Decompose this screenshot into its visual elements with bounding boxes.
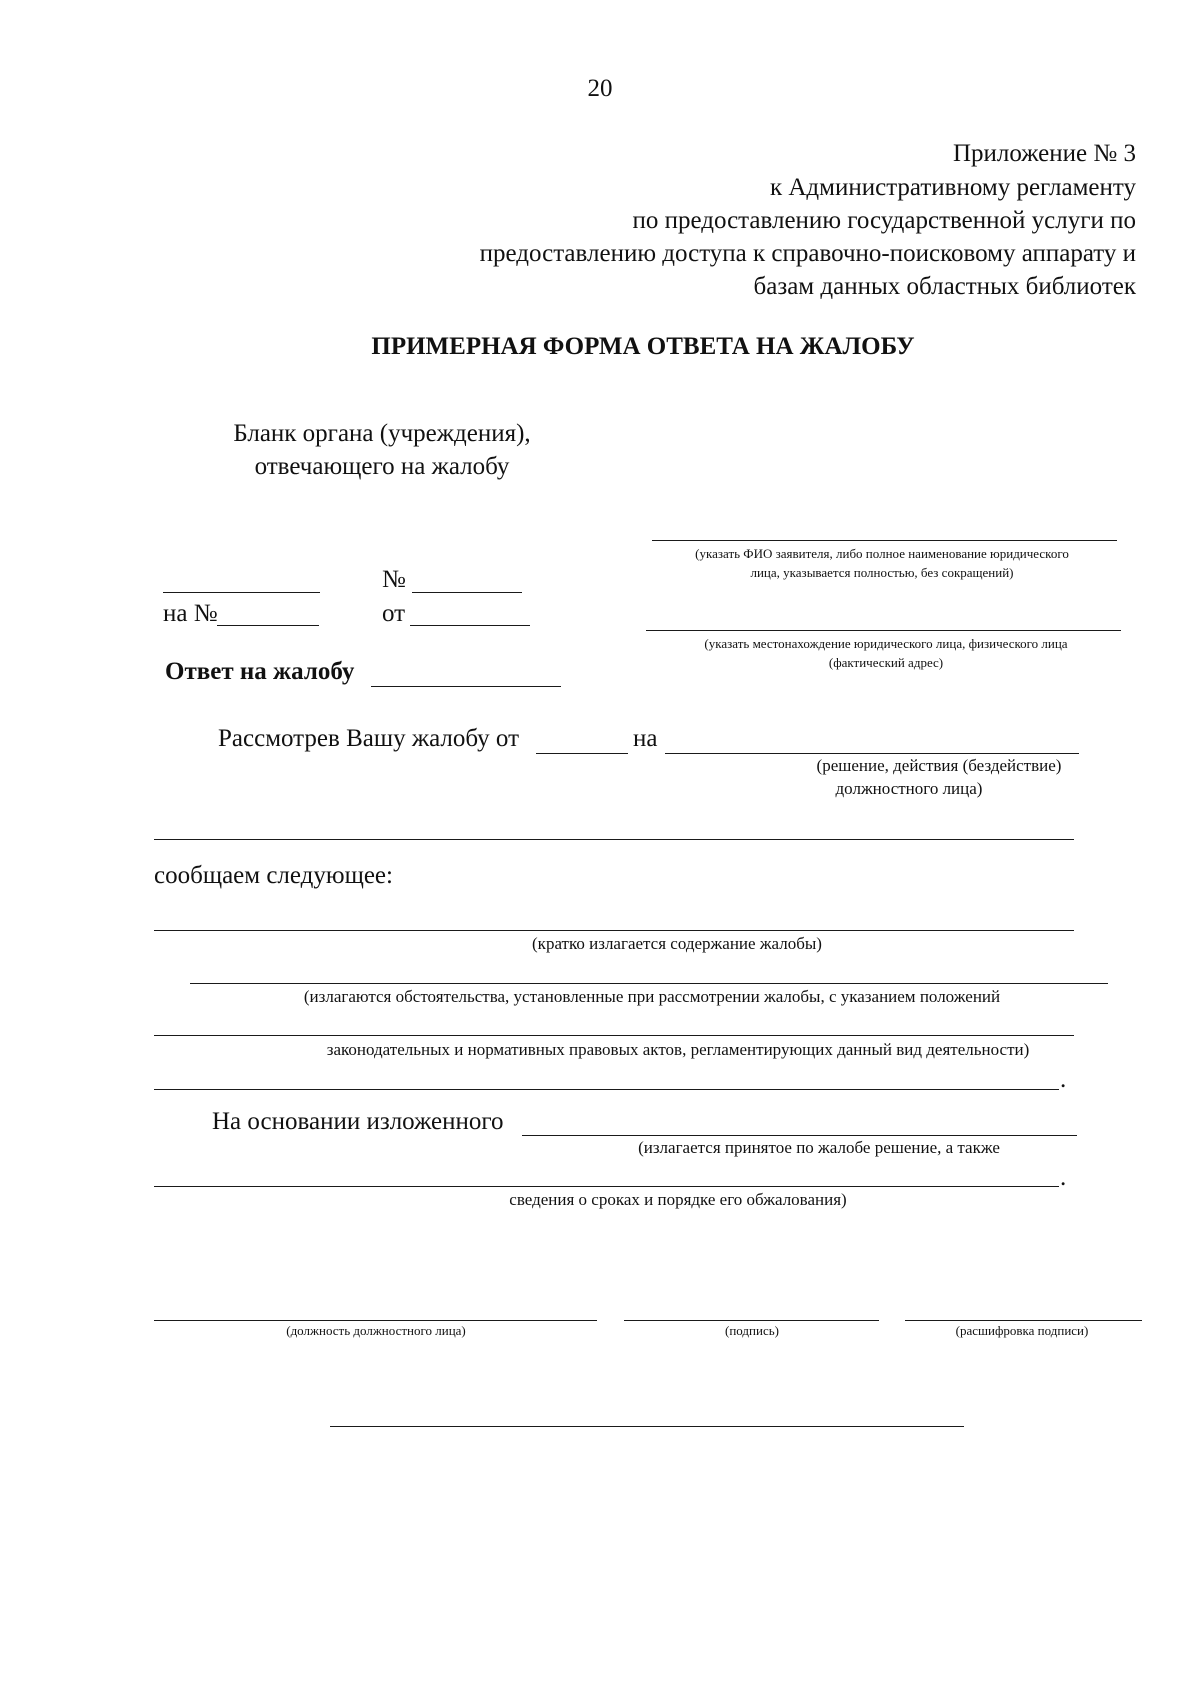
date-label: от xyxy=(382,600,406,627)
decision-continuation-line[interactable] xyxy=(154,839,1074,840)
appendix-line-2: к Административному регламенту xyxy=(769,174,1136,201)
reply-heading: Ответ на жалобу xyxy=(165,658,355,685)
decision-hint-1: (решение, действия (бездействие) xyxy=(816,756,1062,775)
basis-text: На основании изложенного xyxy=(212,1108,504,1135)
circumstances-line-1[interactable] xyxy=(190,983,1108,984)
resolution-continuation-line[interactable] xyxy=(154,1186,1059,1187)
summary-hint: (кратко излагается содержание жалобы) xyxy=(532,934,822,953)
decision-line[interactable] xyxy=(665,753,1079,754)
circumstances-hint-1: (излагаются обстоятельства, установленные при рассмотрении жалобы, с указанием положений xyxy=(303,987,1001,1006)
ref-number-label: на № xyxy=(163,600,218,627)
appendix-line-3: по предоставлению государственной услуги по xyxy=(632,207,1136,234)
document-title: ПРИМЕРНАЯ ФОРМА ОТВЕТА НА ЖАЛОБУ xyxy=(371,333,915,360)
appendix-line-1: Приложение № 3 xyxy=(952,140,1136,167)
bottom-rule xyxy=(330,1426,964,1427)
circumstances-line-2[interactable] xyxy=(154,1035,1074,1036)
position-hint: (должность должностного лица) xyxy=(286,1323,466,1338)
letterhead-line-1: Бланк органа (учреждения), xyxy=(233,420,531,447)
summary-line[interactable] xyxy=(154,930,1074,931)
recipient-address-hint-1: (указать местонахождение юридического лица, физического лица xyxy=(704,636,1068,651)
date-line[interactable] xyxy=(410,625,530,626)
page-number: 20 xyxy=(587,75,613,102)
recipient-name-hint-2: лица, указывается полностью, без сокращений) xyxy=(750,565,1014,580)
outgoing-number-line[interactable] xyxy=(412,592,522,593)
recipient-name-line[interactable] xyxy=(652,540,1117,541)
recipient-name-hint-1: (указать ФИО заявителя, либо полное наименование юридического xyxy=(695,546,1069,561)
reply-heading-line[interactable] xyxy=(371,686,561,687)
resolution-line[interactable] xyxy=(522,1135,1077,1136)
decoding-line[interactable] xyxy=(905,1320,1142,1321)
ref-number-line[interactable] xyxy=(217,625,319,626)
period-mark-1: . xyxy=(1060,1066,1067,1093)
position-line[interactable] xyxy=(154,1320,597,1321)
number-label: № xyxy=(382,566,406,593)
circumstances-line-3[interactable] xyxy=(154,1089,1059,1090)
outgoing-date-line[interactable] xyxy=(163,592,320,593)
recipient-address-hint-2: (фактический адрес) xyxy=(828,655,944,670)
on-text: на xyxy=(633,725,658,752)
resolution-hint-1: (излагается принятое по жалобе решение, а также xyxy=(638,1138,1000,1157)
recipient-address-line[interactable] xyxy=(646,630,1121,631)
letterhead-line-2: отвечающего на жалобу xyxy=(254,453,510,480)
decoding-hint: (расшифровка подписи) xyxy=(955,1323,1089,1338)
appendix-line-4: предоставлению доступа к справочно-поисковому аппарату и xyxy=(479,240,1136,267)
signature-line[interactable] xyxy=(624,1320,879,1321)
decision-hint-2: должностного лица) xyxy=(835,779,983,798)
resolution-hint-2: сведения о сроках и порядке его обжалования) xyxy=(509,1190,847,1209)
period-mark-2: . xyxy=(1060,1164,1067,1191)
signature-hint: (подпись) xyxy=(725,1323,779,1338)
considered-text: Рассмотрев Вашу жалобу от xyxy=(218,725,520,752)
appendix-line-5: базам данных областных библиотек xyxy=(753,273,1136,300)
complaint-date-line[interactable] xyxy=(536,753,628,754)
circumstances-hint-2: законодательных и нормативных правовых актов, регламентирующих данный вид деятельности) xyxy=(326,1040,1030,1059)
report-text: сообщаем следующее: xyxy=(154,862,393,889)
